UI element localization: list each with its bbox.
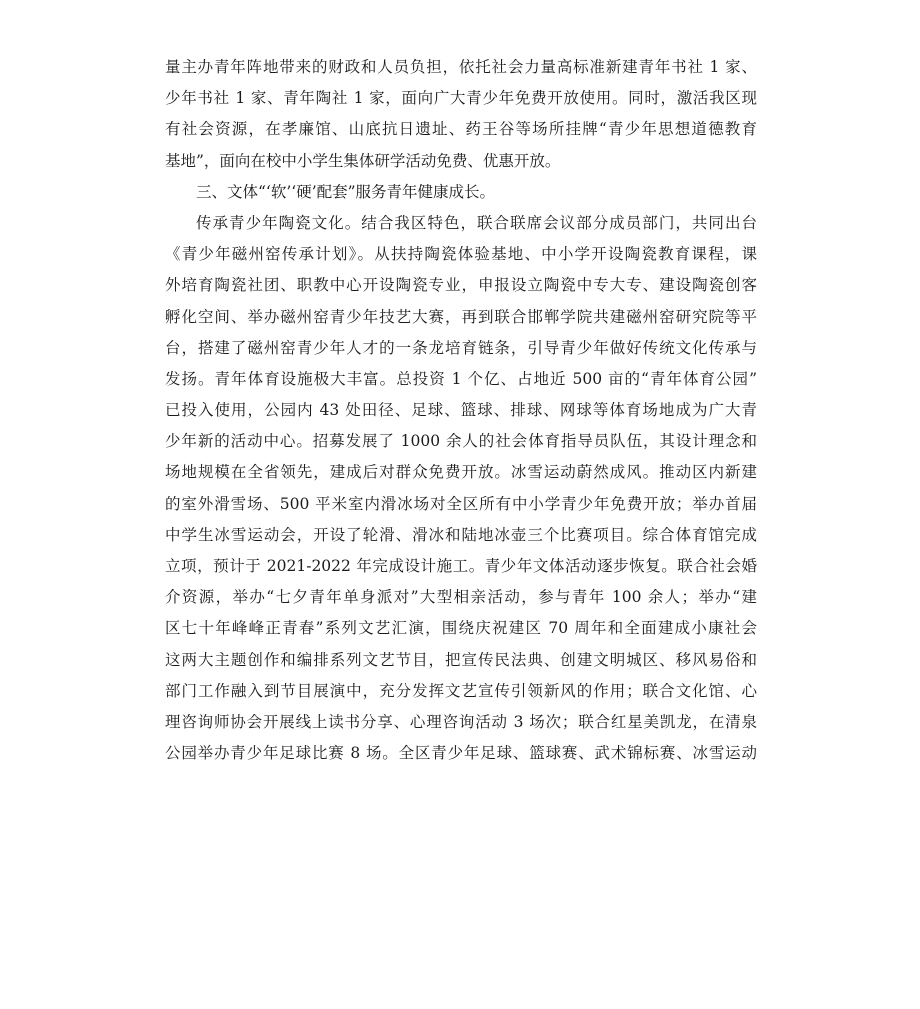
text-line: 孵化空间、举办磁州窑青少年技艺大赛，再到联合邯郸学院共建磁州窑研究院等平 <box>165 307 757 326</box>
text-line: 公园举办青少年足球比赛 8 场。全区青少年足球、篮球赛、武术锦标赛、冰雪运动 <box>165 744 757 763</box>
text-line: 这两大主题创作和编排系列文艺节目，把宣传民法典、创建文明城区、移风易俗和 <box>165 650 757 669</box>
body-text <box>165 52 757 769</box>
text-line: 外培育陶瓷社团、职教中心开设陶瓷专业，申报设立陶瓷中专大专、建设陶瓷创客 <box>165 276 757 295</box>
text-line: 传承青少年陶瓷文化。结合我区特色，联合联席会议部分成员部门，共同出台 <box>196 213 757 232</box>
text-line: 少年新的活动中心。招募发展了 1000 余人的社会体育指导员队伍，其设计理念和 <box>165 432 757 451</box>
text-line: 少年书社 1 家、青年陶社 1 家，面向广大青少年免费开放使用。同时，激活我区现 <box>165 89 757 108</box>
text-line: 部门工作融入到节目展演中，充分发挥文艺宣传引领新风的作用；联合文化馆、心 <box>165 681 757 700</box>
text-line: 发扬。青年体育设施极大丰富。总投资 1 个亿、占地近 500 亩的“青年体育公园” <box>165 369 757 388</box>
text-line: 立项，预计于 2021-2022 年完成设计施工。青少年文体活动逐步恢复。联合社会婚 <box>165 557 757 575</box>
text-line: 《青少年磁州窑传承计划》。从扶持陶瓷体验基地、中小学开设陶瓷教育课程，课 <box>165 245 757 264</box>
text-line: 理咨询师协会开展线上读书分享、心理咨询活动 3 场次；联合红星美凯龙，在清泉 <box>165 712 757 731</box>
text-line: 介资源，举办“七夕青年单身派对”大型相亲活动，参与青年 100 余人；举办“建 <box>165 588 757 607</box>
text-line: 区七十年峰峰正青春”系列文艺汇演，围绕庆祝建区 70 周年和全面建成小康社会 <box>165 619 757 638</box>
section-heading: 三、文体“‘软’‘硬’配套”服务青年健康成长。 <box>196 182 496 201</box>
text-line: 场地规模在全省领先，建成后对群众免费开放。冰雪运动蔚然成风。推动区内新建 <box>165 463 757 482</box>
text-line: 中学生冰雪运动会，开设了轮滑、滑冰和陆地冰壶三个比赛项目。综合体育馆完成 <box>165 525 757 544</box>
text-line: 台，搭建了磁州窑青少年人才的一条龙培育链条，引导青少年做好传统文化传承与 <box>165 338 757 357</box>
text-line: 量主办青年阵地带来的财政和人员负担，依托社会力量高标准新建青年书社 1 家、 <box>165 58 757 76</box>
text-line: 的室外滑雪场、500 平米室内滑冰场对全区所有中小学青少年免费开放；举办首届 <box>165 494 757 513</box>
text-line: 有社会资源，在孝廉馆、山底抗日遗址、药王谷等场所挂牌“青少年思想道德教育 <box>165 120 757 139</box>
text-line: 基地”，面向在校中小学生集体研学活动免费、优惠开放。 <box>165 151 561 170</box>
text-line: 已投入使用，公园内 43 处田径、足球、篮球、排球、网球等体育场地成为广大青 <box>165 401 757 420</box>
